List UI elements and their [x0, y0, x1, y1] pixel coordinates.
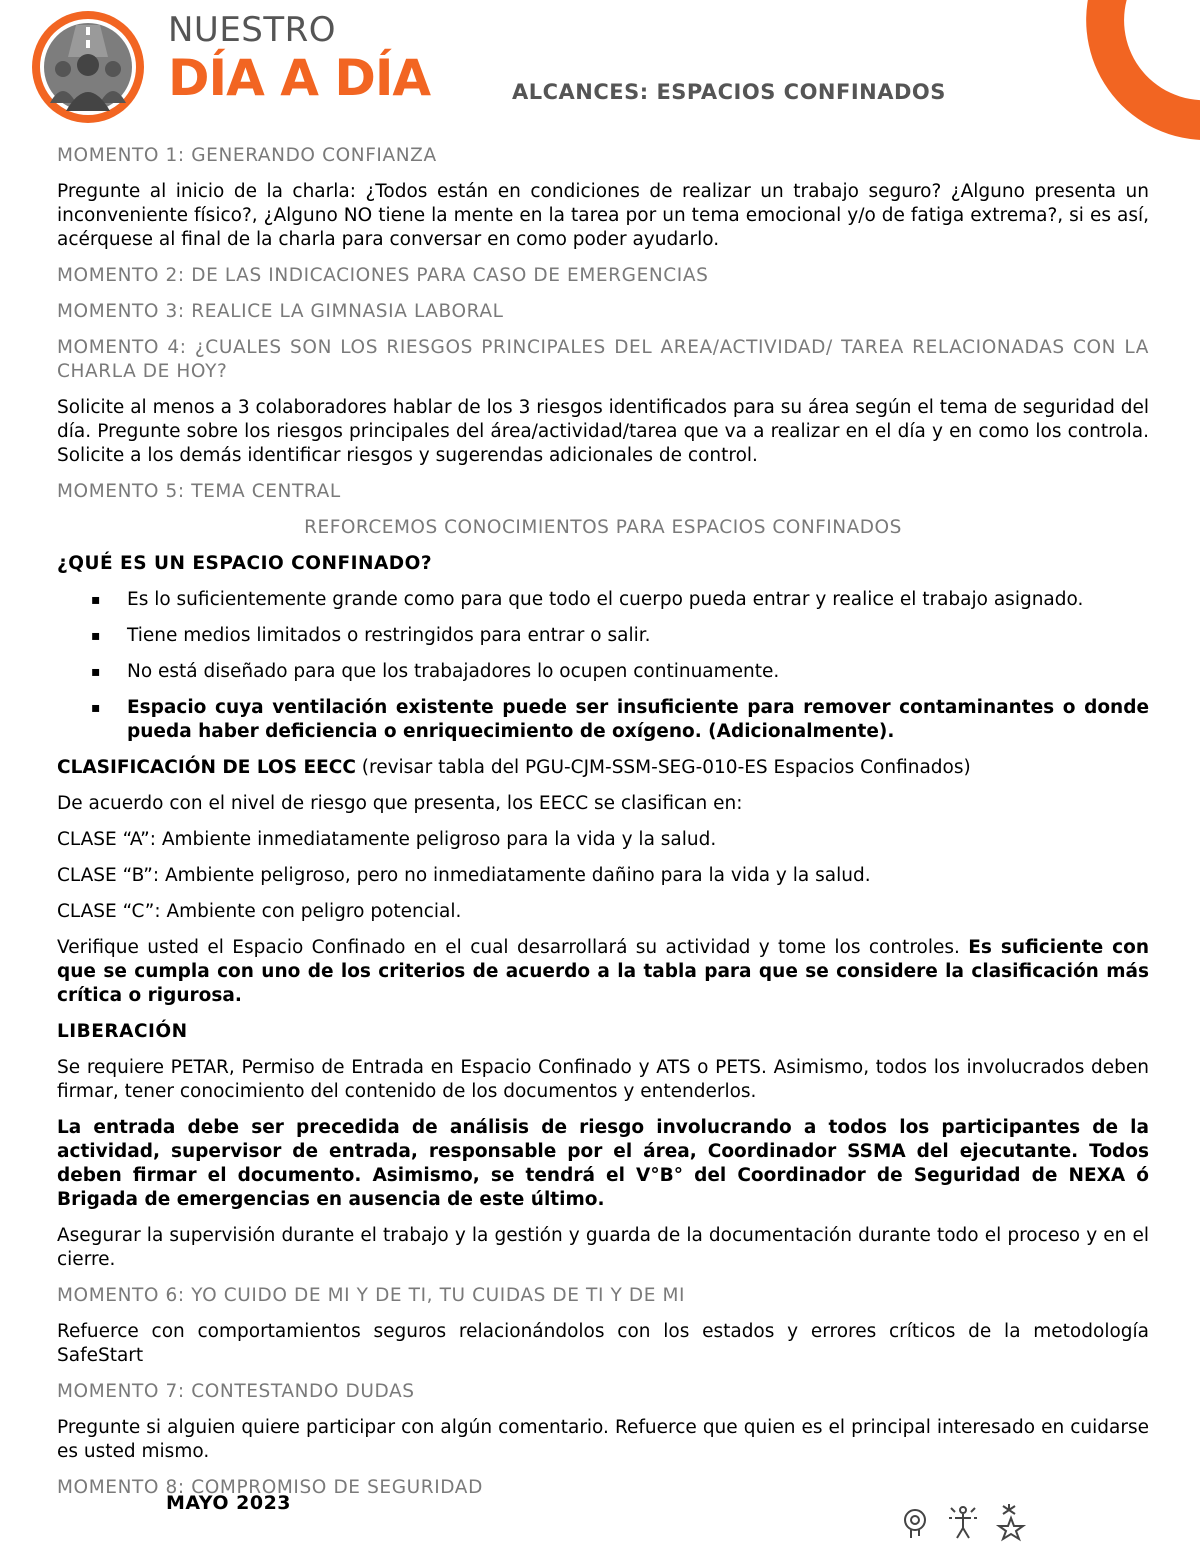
logo-icon [28, 7, 148, 127]
momento-4-text: Solicite al menos a 3 colaboradores hablar de los 3 riesgos identificados para su área según el tema de seguridad del día. Pregunte sobre los riesgos principales del área/actividad/tarea que va a realizar en el día y en como los controla. Solicite a los demás identificar riesgos y sugerendas adicionales de control. [57, 397, 1149, 466]
brand-logotype [168, 10, 430, 106]
page-title: ALCANCES: ESPACIOS CONFINADOS [512, 80, 946, 104]
person-star-icon [999, 1504, 1023, 1539]
momento-7-heading: MOMENTO 7: CONTESTANDO DUDAS [57, 1381, 415, 1402]
bullet-icon: ▪ [91, 664, 101, 680]
definition-list [57, 588, 1149, 744]
verify-bold: Es suficiente con que se cumpla con uno de los criterios de acuerdo a la tabla para que se considere la clasificación más crítica o rigurosa. [57, 937, 1149, 1006]
clase-a: CLASE “A”: Ambiente inmediatamente peligroso para la vida y la salud. [57, 829, 717, 850]
momento-4-heading: MOMENTO 4: ¿CUALES SON LOS RIESGOS PRINCIPALES DEL AREA/ACTIVIDAD/ TAREA RELACIONADAS CON LA CHARLA DE HOY? [57, 337, 1149, 382]
momento-6-heading: MOMENTO 6: YO CUIDO DE MI Y DE TI, TU CUIDAS DE TI Y DE MI [57, 1285, 686, 1306]
classification-heading: CLASIFICACIÓN DE LOS EECC [57, 757, 356, 778]
classification-paragraph [57, 756, 1149, 780]
clase-c: CLASE “C”: Ambiente con peligro potencial. [57, 901, 462, 922]
list-item [57, 624, 1149, 648]
brain-icon [905, 1510, 925, 1538]
momento-1-text: Pregunte al inicio de la charla: ¿Todos están en condiciones de realizar un trabajo seguro? ¿Alguno presenta un inconveniente físico?, ¿Alguno NO tiene la mente en la tarea por un tema emocional y/o de fatiga extrema?, si es así, acérquese al final de la charla para conversar en como poder ayudarlo. [57, 181, 1149, 250]
brand-bottom: DÍA A DÍA [168, 49, 431, 107]
list-item-text: No está diseñado para que los trabajadores lo ocupen continuamente. [127, 661, 780, 682]
brand-top: NUESTRO [168, 10, 337, 50]
footer-date: MAYO 2023 [166, 1492, 292, 1514]
verify-text: Verifique usted el Espacio Confinado en el cual desarrollará su actividad y tome los controles. [57, 937, 969, 958]
momento-5-heading: MOMENTO 5: TEMA CENTRAL [57, 481, 341, 502]
list-item-text: Espacio cuya ventilación existente puede ser insuficiente para remover contaminantes o donde pueda haber deficiencia o enriquecimiento de oxígeno. (Adicionalmente). [127, 697, 1149, 742]
supervision-text: Asegurar la supervisión durante el trabajo y la gestión y guarda de la documentación durante todo el proceso y en el cierre. [57, 1225, 1149, 1270]
corner-arc-decoration [1060, 0, 1200, 150]
liberacion-text: Se requiere PETAR, Permiso de Entrada en Espacio Confinado y ATS o PETS. Asimismo, todos los involucrados deben firmar, tener conocimiento del contenido de los documentos y entenderlos. [57, 1057, 1149, 1102]
list-item [57, 660, 1149, 684]
clase-b: CLASE “B”: Ambiente peligroso, pero no inmediatamente dañino para la vida y la salud. [57, 865, 871, 886]
momento-2-heading: MOMENTO 2: DE LAS INDICACIONES PARA CASO DE EMERGENCIAS [57, 265, 709, 286]
footer-icons [897, 1502, 1037, 1542]
classification-note: (revisar tabla del PGU-CJM-SSM-SEG-010-ES Espacios Confinados) [355, 757, 971, 778]
momento-3-heading: MOMENTO 3: REALICE LA GIMNASIA LABORAL [57, 301, 504, 322]
momento-6-text: Refuerce con comportamientos seguros relacionándolos con los estados y errores críticos de la metodología SafeStart [57, 1321, 1149, 1366]
classification-intro: De acuerdo con el nivel de riesgo que presenta, los EECC se clasifican en: [57, 793, 743, 814]
list-item [57, 696, 1149, 744]
list-item-text: Es lo suficientemente grande como para que todo el cuerpo pueda entrar y realice el trabajo asignado. [127, 589, 1084, 610]
momento-1-heading: MOMENTO 1: GENERANDO CONFIANZA [57, 145, 437, 166]
bullet-icon: ▪ [91, 628, 101, 644]
question-heading: ¿QUÉ ES UN ESPACIO CONFINADO? [57, 553, 433, 574]
momento-7-text: Pregunte si alguien quiere participar con algún comentario. Refuerce que quien es el principal interesado en cuidarse es usted mismo. [57, 1417, 1149, 1462]
list-item-text: Tiene medios limitados o restringidos para entrar o salir. [127, 625, 651, 646]
verify-paragraph [57, 936, 1149, 1008]
list-item [57, 588, 1149, 612]
momento-5-subtitle: REFORCEMOS CONOCIMIENTOS PARA ESPACIOS CONFINADOS [304, 517, 902, 538]
document-body [57, 144, 1149, 1512]
person-rays-icon [949, 1507, 977, 1538]
bullet-icon: ▪ [91, 700, 101, 716]
liberacion-bold: La entrada debe ser precedida de análisis de riesgo involucrando a todos los participantes de la actividad, supervisor de entrada, responsable por el área, Coordinador SSMA del ejecutante. Todos deben firmar el documento. Asimismo, se tendrá el V°B° del Coordinador de Seguridad de NEXA ó Brigada de emergencias en ausencia de este último. [57, 1117, 1149, 1210]
momento-8-heading: MOMENTO 8: COMPROMISO DE SEGURIDAD [57, 1477, 483, 1498]
liberacion-heading: LIBERACIÓN [57, 1021, 188, 1042]
bullet-icon: ▪ [91, 592, 101, 608]
